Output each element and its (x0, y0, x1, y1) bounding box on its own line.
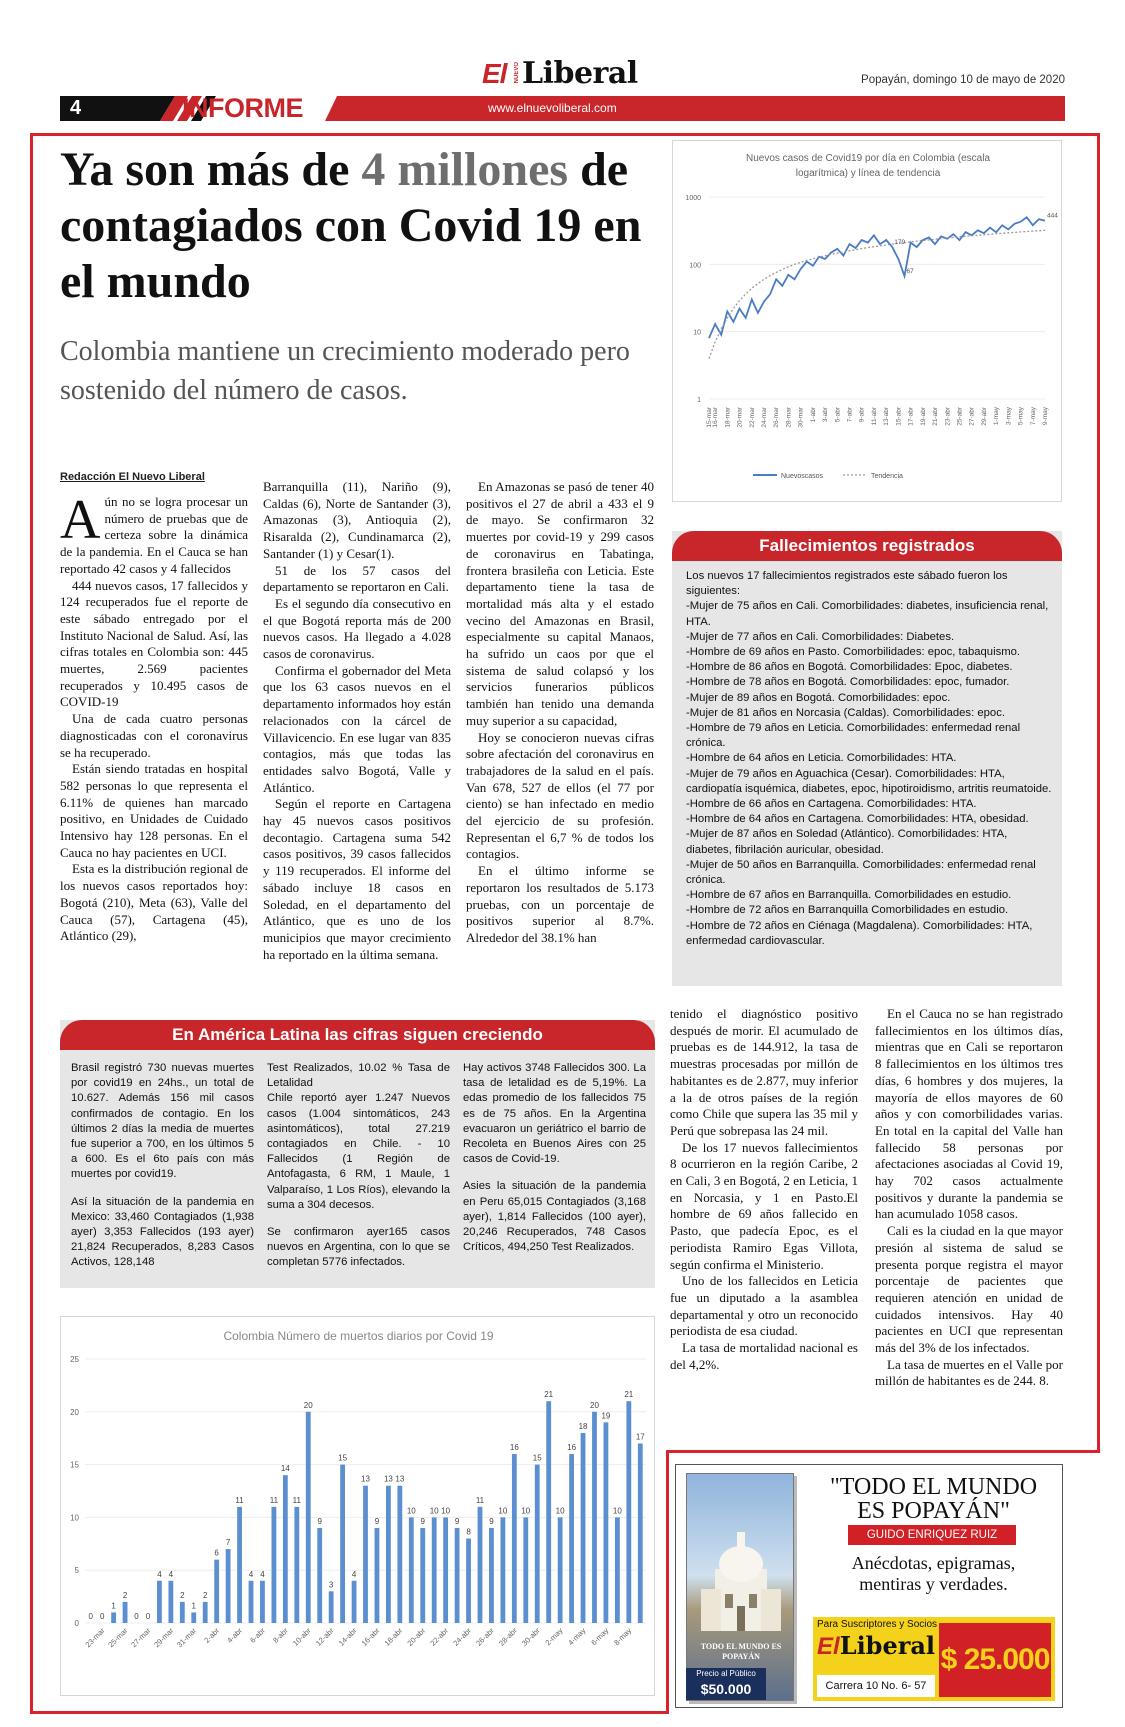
data-label: 13 (383, 1474, 393, 1484)
x-tick-label: 9-may (1042, 407, 1049, 426)
data-label: 4 (248, 1569, 254, 1579)
ad-price: $ 25.000 (939, 1623, 1051, 1697)
bar (523, 1517, 528, 1623)
x-tick-label: 17-abr (907, 407, 915, 426)
paragraph: 444 nuevos casos, 17 fallecidos y 124 recuperados fue el reporte de este sábado entregado por el Instituto Nacional de Salud. Así, las cifras totales en Colombia son: 445 muertes, 2.569 pacientes recuperados y 10.495 casos de COVID-19 (60, 577, 248, 710)
x-tick-label: 15-abr (895, 407, 903, 426)
latam-paragraph: Así la situación de la pandemia en Mexico: 33,460 Contagiados (1,938 ayer) 3,353 Fallecidos (193 ayer) 21,824 Recuperados, 8,283 Casos Activos, 128,148 (71, 1195, 254, 1269)
bar (317, 1528, 322, 1623)
deaths-box (672, 531, 1062, 986)
latam-column-2 (267, 1061, 450, 1271)
bar (478, 1507, 483, 1623)
y-tick-label: 25 (70, 1355, 79, 1364)
x-tick-label: 18-mar (724, 407, 732, 428)
bar (409, 1517, 414, 1623)
bar (432, 1517, 437, 1623)
line-chart-title: Nuevos casos de Covid19 por día en Colombia (escala logarítmica) y línea de tendencia (745, 153, 991, 179)
data-label: 2 (122, 1590, 128, 1600)
data-label: 67 (906, 268, 914, 276)
bar-chart (61, 1317, 656, 1697)
x-tick-label: 26-mar (773, 407, 781, 428)
headline-highlight: 4 millones (361, 143, 569, 196)
data-label: 15 (532, 1453, 542, 1463)
bar (466, 1539, 471, 1623)
ad-tagline-line1: Anécdotas, epigramas, (851, 1553, 1016, 1573)
page-number-box (60, 96, 120, 121)
article-column-1 (60, 489, 248, 945)
bar (272, 1507, 277, 1623)
x-tick-label: 24-abr (451, 1626, 473, 1648)
x-tick-label: 5-may (1017, 407, 1025, 426)
latam-column-3 (463, 1061, 646, 1255)
ad-logo (817, 1631, 935, 1662)
data-label: 1 (111, 1601, 116, 1611)
x-tick-label: 22-mar (748, 407, 756, 428)
data-label: 18 (578, 1421, 588, 1431)
x-tick-label: 16-mar (712, 407, 720, 428)
data-label: 20 (303, 1400, 313, 1410)
bar (592, 1412, 597, 1623)
data-label: 2 (202, 1590, 208, 1600)
death-entry: -Hombre de 69 años en Pasto. Comorbilidades: epoc, tabaquismo. (686, 646, 1021, 659)
x-tick-label: 28-mar (785, 407, 793, 428)
data-label: 3 (328, 1580, 334, 1590)
logo-el: El (482, 58, 507, 89)
x-tick-label: 20-mar (736, 407, 744, 428)
latam-paragraph: Se confirmaron ayer165 casos nuevos en Argentina, con lo que se completan 5776 infectados. (267, 1226, 450, 1269)
article-frame-bottom-left (30, 1711, 669, 1714)
y-tick-label: 20 (70, 1407, 79, 1417)
paragraph-text: ún no se logra procesar un número de pruebas que de certeza sobre la dinámica de la pandemia. En el Cauca se han reportado 42 casos y 4 fallecidos (60, 494, 248, 576)
death-entry: -Mujer de 87 años en Soledad (Atlántico). Comorbilidades: HTA, diabetes, fibrilación auricular, obesidad. (686, 828, 1008, 856)
dropcap: A (60, 489, 101, 551)
paragraph: La tasa de mortalidad nacional es del 4,2%. (670, 1340, 858, 1372)
death-entry: -Mujer de 75 años en Cali. Comorbilidades: diabetes, insuficiencia renal, HTA. (686, 600, 1049, 628)
logo (482, 58, 642, 92)
headline-part2: de contagiados con Covid 19 en el mundo (60, 143, 642, 308)
line-chart-panel (672, 140, 1062, 502)
paragraph: Confirma el gobernador del Meta que los 63 casos nuevos en el departamento informados hoy están relacionados con la cárcel de Villavicencio. En ese lugar van 835 contagios, más que todas las entidades salvo Bogotá, Valle y Atlántico. (263, 662, 451, 795)
byline: Redacción El Nuevo Liberal (60, 471, 205, 483)
bar (340, 1465, 345, 1623)
data-label: 21 (544, 1390, 554, 1400)
paragraph (60, 489, 248, 578)
paragraph: Hoy se conocieron nuevas cifras sobre afectación del coronavirus en trabajadores de la salud en el país. Van 678, 527 de ellos (el 77 por ciento) se han infectado en medio del ejercicio de su profesión. Representan el 6,7 % de todos los contagios. (466, 729, 654, 862)
public-price: $50.000 (700, 1681, 752, 1697)
bar (203, 1602, 208, 1623)
data-label: 17 (635, 1432, 645, 1442)
ad-title-line2: ES POPAYÁN" (857, 1498, 1010, 1524)
x-tick-label: 7-may (1029, 407, 1037, 426)
x-tick-label: 3-abr (822, 407, 830, 423)
data-label: 10 (612, 1506, 622, 1516)
article-column-2 (263, 479, 451, 963)
x-tick-label: 10-abr (290, 1626, 313, 1648)
bar (535, 1465, 540, 1623)
data-label: 0 (88, 1612, 93, 1621)
y-tick-label: 10 (693, 329, 701, 337)
latam-paragraph: Hay activos 3748 Fallecidos 300. La tasa de letalidad es de 5,19%. La edas promedio de los fallecidos 75 es de 75 años. En la Argentina evacuaron un geriátrico el barrio de Recoleta en Buenos Aires con 25 casos de Covid-19. (463, 1062, 646, 1166)
paragraph: Esta es la distribución regional de los nuevos casos reportados hoy: Bogotá (210), Meta (63), Valle del Cauca (57), Cartagena (45), Atlántico (29), (60, 861, 248, 944)
data-label: 4 (351, 1569, 357, 1579)
data-label: 0 (145, 1612, 151, 1621)
article-column-4 (670, 1006, 858, 1373)
y-tick-label: 100 (689, 262, 701, 270)
subheadline: Colombia mantiene un crecimiento moderado pero sostenido del número de casos. (60, 336, 630, 406)
latam-box (60, 1020, 655, 1288)
death-entry: -Hombre de 67 años en Barranquilla. Comorbilidades en estudio. (686, 889, 1012, 902)
article-frame-right-notch (666, 1450, 669, 1714)
bar (638, 1443, 643, 1623)
ad-logo-liberal: Liberal (839, 1631, 936, 1660)
paragraph: La tasa de muertes en el Valle por millón de habitantes es de 244. 8. (875, 1356, 1063, 1389)
paragraph: En Amazonas se pasó de tener 40 positivos el 27 de abril a 433 el 9 de mayo. Se confirmaron 32 muertes por covid-19 y 299 casos de coronavirus en Tabatinga, frontera brasileña con Leticia. Este departamento tiene la tasa de mortalidad más alta y el estado vecino del Amazonas en Brasil, especialmente su capital Manaos, ha sufrido un caos por que el sistema de salud colapsó y los servicios funerarios públicos también han tenido una demanda muy superior a su capacidad, (466, 479, 654, 728)
bar (168, 1581, 173, 1623)
deaths-box-title: Fallecimientos registrados (672, 531, 1062, 561)
death-entry: -Hombre de 66 años en Cartagena. Comorbilidades: HTA. (686, 798, 977, 811)
bar (352, 1581, 357, 1623)
paragraph: Una de cada cuatro personas diagnosticadas con el coronavirus se ha recuperado. (60, 711, 248, 760)
bar (363, 1486, 368, 1623)
data-label: 14 (280, 1464, 290, 1474)
article-frame-left-low (30, 1450, 33, 1714)
data-label: 10 (429, 1506, 439, 1516)
y-tick-label: 0 (74, 1619, 79, 1628)
bar (123, 1602, 128, 1623)
latam-paragraph: Chile reportó ayer 1.247 Nuevos casos (1.004 sintomáticos, 243 asintomáticos), total 27.219 contagiados en Chile. - 10 Fallecidos (1 Región de Antofagasta, 6 RM, 1 Maule, 1 Valparaíso, 1 Los Ríos), elevando la suma a 304 decesos. (267, 1092, 450, 1211)
death-entry: -Mujer de 89 años en Bogotá. Comorbilidades: epoc. (686, 691, 951, 704)
latam-column-1 (71, 1061, 254, 1271)
bar (283, 1475, 288, 1623)
line-chart (673, 141, 1063, 503)
x-tick-label: 23-abr (944, 407, 952, 426)
data-label: 11 (292, 1495, 301, 1505)
x-tick-label: 15-mar (706, 407, 713, 428)
data-label: 16 (567, 1443, 577, 1453)
bar (237, 1507, 242, 1623)
bar (455, 1528, 460, 1623)
headline (60, 142, 660, 310)
headline-part1: Ya son más de (60, 143, 362, 196)
paragraph: Barranquilla (11), Nariño (9), Caldas (6), Norte de Santander (3), Amazonas (3), Antioquia (2), Risaralda (2), Cundinamarca (2), Santander (1) y Cesar(1). (263, 479, 451, 561)
legend-label: Nuevoscasos (781, 473, 824, 480)
y-tick-label: 5 (74, 1566, 79, 1576)
bar (512, 1454, 517, 1623)
x-tick-label: 5-abr (834, 407, 842, 423)
data-label: 20 (590, 1400, 599, 1410)
data-label: 9 (317, 1516, 322, 1526)
paragraph: Según el reporte en Cartagena hay 45 nuevos casos positivos decontagio. Cartagena suma 542 casos positivos, 39 casos fallecidos y 119 recuperados. El informe del sábado incluye 18 casos en Soledad, en el departamento del Atlántico, que es uno de los municipios que mayor crecimiento ha reportado en la última semana. (263, 796, 451, 962)
bar (604, 1422, 609, 1623)
x-tick-label: 20-abr (405, 1626, 428, 1648)
paragraph: Es el segundo día consecutivo en el que Bogotá reporta más de 200 nuevos casos. Ha llegado a 4.028 casos de coronavirus. (263, 595, 451, 662)
ad-tagline (811, 1553, 1056, 1595)
data-label: 11 (475, 1495, 485, 1505)
x-tick-label: 1-may (993, 407, 1001, 426)
ad-subscribers: Para Suscriptores y Socios (817, 1619, 938, 1630)
ad-address: Carrera 10 No. 6- 57 (817, 1675, 935, 1697)
paragraph: Cali es la ciudad en la que mayor presión al sistema de salud se presenta porque registra el mayor porcentaje de pacientes que requieren atención en unidad de cuidados intensivos. Hay 40 pacientes en UCI que representan más del 3% de los infectados. (875, 1223, 1063, 1356)
data-label: 4 (157, 1569, 162, 1579)
x-tick-label: 30-abr (519, 1626, 542, 1648)
article-frame-bottom-right (666, 1450, 1100, 1453)
death-entry: Los nuevos 17 fallecimientos registrados este sábado fueron los siguientes: (686, 570, 1008, 598)
x-tick-label: 31-mar (175, 1626, 199, 1650)
x-tick-label: 23-mar (83, 1626, 107, 1650)
article-column-3 (466, 479, 654, 947)
dateline: Popayán, domingo 10 de mayo de 2020 (861, 74, 1065, 86)
x-tick-label: 2-abr (202, 1626, 222, 1645)
data-label: 21 (624, 1390, 634, 1400)
data-label: 13 (395, 1474, 405, 1484)
section-band (60, 93, 1065, 123)
bar (626, 1401, 631, 1623)
x-tick-label: 4-abr (225, 1626, 244, 1645)
bar (249, 1581, 254, 1623)
public-price-box (686, 1668, 766, 1700)
bar (214, 1560, 219, 1623)
bar (157, 1581, 162, 1623)
deaths-list (686, 569, 1052, 949)
death-entry: -Mujer de 81 años en Norcasia (Caldas). Comorbilidades: epoc. (686, 706, 1005, 719)
x-tick-label: 16-abr (359, 1626, 382, 1648)
death-entry: -Hombre de 72 años en Barranquilla Comorbilidades en estudio. (686, 904, 1009, 917)
data-label: 10 (498, 1506, 508, 1516)
bar (397, 1486, 402, 1623)
x-tick-label: 18-abr (382, 1626, 405, 1648)
bar (420, 1528, 425, 1623)
x-tick-label: 24-mar (760, 407, 768, 428)
bar (489, 1528, 494, 1623)
death-entry: -Mujer de 79 años en Aguachica (Cesar). Comorbilidades: HTA, cardiopatía isquémica, diabetes, epoc, hipotiroidismo, artritis reumatoide. (686, 767, 1052, 795)
y-tick-label: 1000 (685, 195, 701, 202)
death-entry: -Mujer de 77 años en Cali. Comorbilidades: Diabetes. (686, 630, 955, 643)
data-label: 444 (1047, 212, 1058, 220)
data-label: 4 (260, 1569, 265, 1579)
bar (375, 1528, 380, 1623)
x-tick-label: 21-abr (932, 407, 940, 426)
book-cover-title: TODO EL MUNDO ES POPAYÁN (700, 1642, 782, 1661)
data-label: 10 (441, 1506, 451, 1516)
bar (581, 1433, 586, 1623)
ad-title-line1: "TODO EL MUNDO (829, 1474, 1038, 1500)
page-number: 4 (70, 97, 82, 119)
bar (306, 1412, 311, 1623)
data-label: 13 (361, 1474, 370, 1484)
death-entry: -Hombre de 64 años en Leticia. Comorbilidades: HTA. (686, 752, 957, 765)
paragraph: Están siendo tratadas en hospital 582 personas lo que representa el 6.11% de quienes han marcado positivo, en Unidades de Cuidado Intensivo hay 128 personas. En el Cauca no hay pacientes en UCI. (60, 761, 248, 860)
x-tick-label: 26-abr (474, 1626, 496, 1648)
bar (558, 1517, 563, 1623)
y-tick-label: 15 (70, 1460, 79, 1470)
data-label: 11 (235, 1495, 244, 1505)
book-cover (686, 1473, 794, 1701)
data-label: 0 (99, 1612, 105, 1621)
x-tick-label: 29-abr (980, 407, 988, 426)
death-entry: -Mujer de 50 años en Barranquilla. Comorbilidades: enfermedad renal crónica. (686, 858, 1036, 887)
x-tick-label: 4-may (566, 1626, 588, 1648)
section-red-bar (325, 96, 1065, 121)
x-tick-label: 14-abr (336, 1626, 359, 1648)
x-tick-label: 7-abr (846, 407, 854, 423)
data-label: 10 (555, 1506, 565, 1516)
bar (260, 1581, 265, 1623)
article-column-5 (875, 1006, 1063, 1390)
paragraph: De los 17 nuevos fallecimientos 8 ocurrieron en la región Caribe, 2 en Cali, 3 en Bogotá, 2 en Leticia, 1 en Norcasia, y 1 en Pasto.El hombre de 69 años fallecido en Pasto, que padecía Epoc, es el periodista Ramiro Egas Villota, según confirma el Ministerio. (670, 1139, 858, 1272)
paragraph: tenido el diagnóstico positivo después de morir. El acumulado de pruebas es de 144.912, la tasa de muestras procesadas por millón de habitantes es de 2.877, muy inferior a la de otros países de la región como Chile que supera las 35 mil y Perú que sobrepasa las 24 mil. (670, 1006, 858, 1138)
bar-chart-title: Colombia Número de muertos diarios por Covid 19 (223, 1329, 494, 1343)
x-tick-label: 25-abr (956, 407, 964, 426)
data-label: 6 (214, 1548, 219, 1558)
ad-author: GUIDO ENRIQUEZ RUIZ (848, 1525, 1016, 1545)
ad-tagline-line2: mentiras y verdades. (859, 1574, 1008, 1594)
book-ad (675, 1464, 1063, 1708)
bar (111, 1612, 116, 1623)
data-label: 11 (269, 1495, 279, 1505)
data-label: 4 (168, 1569, 174, 1579)
paragraph: En el último informe se reportaron los resultados de 5.173 pruebas, con un porcentaje de positivos superior al 8.7%. Alrededor del 38.1% han (466, 863, 654, 945)
x-tick-label: 22-abr (428, 1626, 451, 1648)
bar (191, 1612, 196, 1623)
data-label: 7 (225, 1538, 231, 1548)
data-label: 10 (406, 1506, 416, 1516)
latam-paragraph: Brasil registró 730 nuevas muertes por covid19 en 24hs., un total de 10.627. Además 156 mil casos confirmados de contagio. En los últimos 2 días la media de muertes fue superior a 700, en los últimos 5 a 600. Es el 6to país con más muertes por covid19. (71, 1062, 254, 1181)
bar (443, 1517, 448, 1623)
data-label: 10 (521, 1506, 531, 1516)
death-entry: -Hombre de 78 años en Bogotá. Comorbilidades: epoc, fumador. (686, 676, 1010, 689)
ad-logo-el: El (817, 1633, 840, 1660)
ad-offer (813, 1617, 1055, 1701)
data-label: 9 (489, 1516, 494, 1526)
paragraph: En el Cauca no se han registrado fallecimientos en los últimos días, mientras que en Cali se reportaron 8 fallecimientos en los últimos tres días, 6 hombres y dos mujeres, la mayoría de ellos mayores de 60 años y con comorbilidades varias. En total en la capital del Valle han fallecido 58 personas por afectaciones asociadas al Covid 19, hay 702 casos actualmente positivos y durante la pandemia se han acumulado 1058 casos. (875, 1006, 1063, 1222)
data-label: 9 (374, 1516, 380, 1526)
x-tick-label: 30-mar (797, 407, 805, 428)
public-price-label: Precio al Público (696, 1669, 756, 1678)
church-illustration (695, 1514, 787, 1634)
bar (386, 1486, 391, 1623)
bar (329, 1591, 334, 1623)
x-tick-label: 8-may (612, 1626, 634, 1648)
masthead (0, 0, 1125, 125)
x-tick-label: 1-abr (809, 407, 817, 423)
bar (500, 1517, 505, 1623)
x-tick-label: 3-may (1005, 407, 1013, 426)
cases-line (709, 217, 1045, 338)
y-tick-label: 10 (70, 1513, 79, 1523)
x-tick-label: 6-may (589, 1626, 611, 1648)
logo-liberal: Liberal (522, 56, 638, 91)
data-label: 16 (509, 1443, 519, 1453)
bar (546, 1401, 551, 1623)
x-tick-label: 29-mar (152, 1626, 176, 1650)
data-label: 179 (894, 239, 906, 247)
x-tick-label: 11-abr (870, 407, 878, 426)
trend-line (709, 230, 1045, 358)
data-label: 9 (454, 1516, 460, 1526)
paragraph: 51 de los 57 casos del departamento se reportaron en Cali. (263, 562, 451, 595)
x-tick-label: 13-abr (883, 407, 891, 426)
death-entry: -Hombre de 79 años en Leticia. Comorbilidades: enfermedad renal crónica. (686, 722, 1021, 750)
death-entry: -Hombre de 86 años en Bogotá. Comorbilidades: Epoc, diabetes. (686, 661, 1013, 674)
x-tick-label: 12-abr (313, 1626, 336, 1648)
paragraph: Uno de los fallecidos en Leticia fue un diputado a la asamblea departamental y otro un reconocido periodista de esa ciudad. (670, 1273, 858, 1339)
bar (615, 1517, 620, 1623)
data-label: 9 (420, 1516, 425, 1526)
x-tick-label: 19-abr (919, 407, 927, 426)
latam-paragraph: Test Realizados, 10.02 % Tasa de Letalidad (267, 1062, 450, 1090)
logo-nuevo: NUEVO (514, 62, 520, 84)
data-label: 2 (180, 1590, 185, 1600)
x-tick-label: 27-mar (129, 1626, 153, 1650)
x-tick-label: 2-may (543, 1626, 565, 1648)
bar (294, 1507, 299, 1623)
data-label: 15 (338, 1453, 348, 1463)
x-tick-label: 25-mar (106, 1626, 130, 1650)
ad-title (811, 1475, 1056, 1523)
death-entry: -Hombre de 72 años en Ciénaga (Magdalena). Comorbilidades: HTA, enfermedad cardiovascular. (686, 919, 1033, 947)
bar-chart-panel (60, 1316, 655, 1696)
death-entry: -Hombre de 64 años en Cartagena. Comorbilidades: HTA, obesidad. (686, 813, 1029, 826)
data-label: 8 (466, 1527, 471, 1537)
x-tick-label: 6-abr (248, 1626, 267, 1645)
bar (226, 1549, 231, 1623)
x-tick-label: 27-abr (968, 407, 976, 426)
legend-label: Tendencia (871, 473, 903, 480)
x-tick-label: 9-abr (858, 407, 866, 423)
data-label: 0 (134, 1612, 139, 1621)
x-tick-label: 8-abr (271, 1626, 290, 1645)
data-label: 1 (191, 1601, 196, 1611)
website: www.elnuevoliberal.com (488, 101, 617, 115)
y-tick-label: 1 (697, 397, 701, 404)
bar (569, 1454, 574, 1623)
bar (180, 1602, 185, 1623)
x-tick-label: 28-abr (497, 1626, 519, 1648)
section-title: INFORME (182, 93, 303, 123)
latam-box-title: En América Latina las cifras siguen creciendo (60, 1020, 655, 1050)
latam-paragraph: Asies la situación de la pandemia en Peru 65,015 Contagiados (3,168 ayer), 1,814 Fallecidos (100 ayer), 20,246 Recuperados, 748 Casos Críticos, 494,250 Test Realizados. (463, 1180, 646, 1254)
data-label: 19 (601, 1411, 611, 1421)
